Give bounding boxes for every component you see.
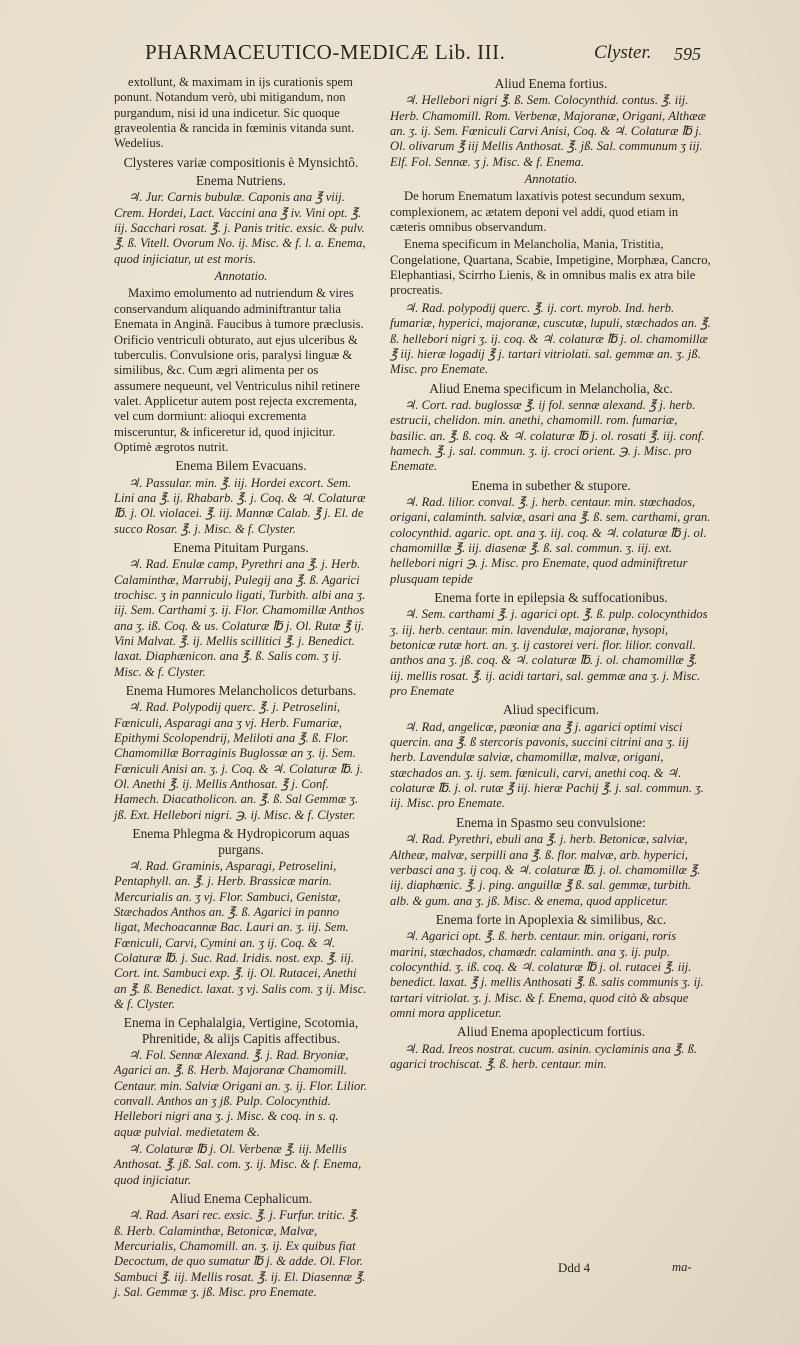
recipe-paragraph: ♃. Passular. min. ℥. iij. Hordei excort. Sem. Lini ana ℥. ij. Rhabarb. ℥. j. Coq. & ♃. Colaturæ ℔. j. Ol. violacei. ℥. iij. Mannæ Calab. ℥ j. El. de succo Rosar. ℥. j. Misc. & f. Clyster. <box>114 475 366 536</box>
annotation-heading: Annotatio. <box>214 269 268 284</box>
recipe-paragraph: ♃. Sem. carthami ℥. j. agarici opt. ℥. ß. pulp. colocynthidos ʒ. iij. herb. centaur. min. lavendulæ, majoranæ, hysopi, betonicæ rutæ hort. an. ʒ. ij castorei veri. flor. lilior. convall. anthos ana ʒ. jß. coq. & ♃. colaturæ ℔. j. ol. chamomillæ ℥. iij. mellis rosat. ℥. ij. acidi tartari, sal. gemmæ ana ʒ. j. Misc. pro Enemate <box>390 607 708 699</box>
page-number: 595 <box>674 44 701 64</box>
section-heading: Aliud Enema apoplecticum fortius. <box>456 1024 646 1040</box>
page-header <box>0 40 800 70</box>
section-heading: Enema in Spasmo seu convulsione: <box>456 814 646 830</box>
recipe-paragraph: ♃. Rad. Ireos nostrat. cucum. asinin. cyclaminis ana ℥. ß. agarici trochiscat. ℥. ß. herb. centaur. min. <box>390 1041 698 1071</box>
section-heading: Aliud specificum. <box>503 702 599 718</box>
section-heading: Enema in subether & stupore. <box>471 477 631 493</box>
catchword: ma- <box>672 1260 692 1274</box>
section-heading: Aliud Enema Cephalicum. <box>169 1191 313 1207</box>
right-column <box>390 73 712 1072</box>
recipe-paragraph: ♃. Rad. Enulæ camp, Pyrethri ana ℥. j. Herb. Calaminthæ, Marrubij, Pulegij ana ℥. ß. Agarici trochisc. ʒ in panniculo ligati, Turbith. albi ana ʒ. iij. Sem. Carthami ʒ. ij. Flor. Chamomillæ Anthos ana ʒ. iß. Coq. & us. Colaturæ ℔ j. Ol. Rutæ ℥ ij. Vini Malvat. ℥. ij. Mellis scillitici ℥. j. Benedict. laxat. Diaphænicon. ana ℥. ß. Salis com. ʒ ij. Misc. & f. Clyster. <box>114 557 366 679</box>
body-paragraph: De horum Enematum laxativis potest secundum sexum, complexionem, ac ætatem deponi vel addi, quod etiam in cæteris omnibus observandum. <box>390 189 685 235</box>
body-paragraph: Enema specificum in Melancholia, Mania, Tristitia, Congelatione, Quartana, Scabie, Impetigine, Morphæa, Cancro, Elephantiasi, Scirrho Lienis, & in omnibus malis ex atra bile procreatis. <box>390 237 711 298</box>
recipe-paragraph: ♃. Fol. Sennæ Alexand. ℥. j. Rad. Bryoniæ, Agarici an. ℥. ß. Herb. Majoranæ Chamomill. Centaur. min. Salviæ Origani an. ʒ. ij. Flor. Lilior. convall. Anthos an ʒ jß. Pulp. Colocynthid. Hellebori nigri ana ʒ. j. Misc. & coq. in s. q. aquæ pulvial. medietatem &. <box>114 1047 367 1139</box>
section-heading: Enema Bilem Evacuans. <box>175 458 307 474</box>
section-name: Clyster. <box>594 42 652 63</box>
section-heading: Enema forte in Apoplexia & similibus, &c. <box>435 911 667 927</box>
recipe-paragraph: ♃. Hellebori nigri ℥. ß. Sem. Colocynthid. contus. ℥. iij. Herb. Chamomill. Rom. Verbenæ, Majoranæ, Origani, Althææ an. ʒ. ij. Sem. Fœniculi Carvi Anisi, Coq. & ♃. Colaturæ ℔ j. Ol. olivarum ℥ iij Mellis Anthosat. ℥. jß. Sal. communum ʒ iij. Elf. Fol. Sennæ. ʒ j. Misc. & f. Enema. <box>390 93 707 169</box>
section-heading: Enema Phlegma & Hydropicorum aquas purgans. <box>132 826 350 857</box>
body-paragraph: extollunt, & maximam in ijs curationis spem ponunt. Notandum verò, ubi mitigandum, non purgandum, nisi id una indicetur. Sic quoque graveolentia & rancida in fœminis vitanda sunt. Wedelius. <box>114 75 355 151</box>
recipe-paragraph: ♃. Colaturæ ℔ j. Ol. Verbenæ ℥. iij. Mellis Anthosat. ℥. jß. Sal. com. ʒ. ij. Misc. & f. Enema, quod injiciatur. <box>114 1142 362 1187</box>
recipe-paragraph: ♃. Jur. Carnis bubulæ. Caponis ana ℥ viij. Crem. Hordei, Lact. Vaccini ana ℥ iv. Vini opt. ℥. iij. Sacchari rosat. ℥. j. Panis tritic. exsic. & pulv. ℥. ß. Vitell. Ovorum No. ij. Misc. & f. l. a. Enema, quod injiciatur, ut est moris. <box>114 190 366 266</box>
section-heading: Clysteres variæ compositionis è Mynsichtô. <box>123 154 359 170</box>
signature-mark: Ddd 4 <box>558 1260 591 1275</box>
section-heading: Enema Nutriens. <box>196 173 286 189</box>
annotation-heading: Annotatio. <box>524 172 578 187</box>
recipe-paragraph: ♃. Rad. polypodij querc. ℥. ij. cort. myrob. Ind. herb. fumariæ, hyperici, majoranæ, cuscutæ, lupuli, stæchados an. ℥. ß. hellebori nigri ʒ. ij. coq. & ♃. colaturæ ℔ j. ol. chamomillæ ℥ iij. hieræ logadij ℥ j. tartari vitriolati. sal. gemmæ an. ʒ. jß. Misc. pro Enemate. <box>390 300 711 377</box>
recipe-paragraph: ♃. Rad. lilior. conval. ℥. j. herb. centaur. min. stœchados, origani, calaminth. salviæ, asari ana ℥. ß. sem. carthami, gran. colocynthid. agaric. opt. ana ʒ. iij. coq. & ♃. colaturæ ℔ j. ol. chamomillæ ℥. iij. diasenæ ℥. ß. sal. commun. ʒ. iij. ext. hellebori nigri ℈. j. Misc. pro Enemate, quod adminiftretur plusquam tepide <box>390 494 711 586</box>
recipe-paragraph: ♃. Rad, angelicæ, pæoniæ ana ℥ j. agarici optimi visci quercin. ana ℥. ß stercoris pavonis, succini citrini ana ʒ. iij herb. Lavendulæ salviæ, chamomillæ, malvæ, origani, stæchados an. ʒ. ij. sem. fœniculi, carvi, anethi coq. & ♃. colaturæ ℔. j. ol. rutæ ℥ iij. hieræ Pachij ℥. j. sal. commun. ʒ. iij. Misc. pro Enemate. <box>390 719 704 811</box>
section-heading: Enema Pituitam Purgans. <box>173 539 309 555</box>
section-heading: Aliud Enema fortius. <box>494 76 608 91</box>
recipe-paragraph: ♃. Rad. Polypodij querc. ℥. j. Petroselini, Fœniculi, Asparagi ana ʒ vj. Herb. Fumariæ, Epithymi Scolopendrij, Meliloti ana ℥. ß. Flor. Chamomillæ Borraginis Buglossæ an ʒ. ij. Sem. Fœniculi Anisi an. ʒ. j. Coq. & ♃. Colaturæ ℔. j. Ol. Anethi ℥. ij. Mellis Anthosat. ℥ j. Conf. Hamech. Diacatholicon. an. ℥. ß. Sal Gemmæ ʒ. jß. Ext. Hellebori nigri. ℈. ij. Misc. & f. Clyster. <box>114 700 364 822</box>
recipe-paragraph: ♃. Rad. Graminis, Asparagi, Petroselini, Pentaphyll. an. ℥. j. Herb. Brassicæ marin. Mercurialis an. ʒ vj. Flor. Sambuci, Genistæ, Stæchados Anthos an. ℥. ß. Agarici in panno ligat, Mechoacannæ Bac. Lauri an. ʒ. iij. Sem. Fœniculi, Carvi, Cymini an. ʒ ij. Coq. & ♃. Colaturæ ℔. j. Suc. Rad. Iridis. nost. exp. ℥. iij. Cort. int. Sambuci exp. ℥. ij. Ol. Rutacei, Anethi an ℥. ß. Benedict. laxat. ʒ vj. Salis com. ʒ ij. Misc. & f. Clyster. <box>114 858 367 1011</box>
section-heading: Aliud Enema specificum in Melancholia, &c. <box>429 380 673 396</box>
running-head: PHARMACEUTICO-MEDICÆ Lib. III. <box>145 40 506 64</box>
section-heading: Enema in Cephalalgia, Vertigine, Scotomia, Phrenitide, & alijs Capitis affectibus. <box>123 1015 359 1046</box>
section-heading: Enema forte in epilepsia & suffocationibus. <box>434 590 668 605</box>
recipe-paragraph: ♃. Agarici opt. ℥. ß. herb. centaur. min. origani, roris marini, stæchados, chamædr. calaminth. ana ʒ. ij. pulp. colocynthid. ʒ. iß. coq. & ♃. colaturæ ℔ j. ol. rutacei ℥. iij. benedict. laxat. ℥ j. mellis Anthosati ℥. ß. salis communis ʒ. ij. tartari vitriolat. ʒ. j. Misc. & f. Enema, quod citò & absque omni mora applicetur. <box>390 929 704 1020</box>
left-column <box>114 73 368 1300</box>
recipe-paragraph: ♃. Rad. Pyrethri, ebuli ana ℥. j. herb. Betonicæ, salviæ, Altheæ, malvæ, serpilli ana ℥. ß. flor. malvæ, arb. hyperici, verbasci ana ʒ. ij coq. & ♃. colaturæ ℔. j. ol. chamomillæ ℥. iij. diaphœnic. ℥. j. ping. anguillæ ℥ ß. sal. gemmæ, turbith. alb. & gum. ana ʒ. jß. Misc. & enema, quod applicetur. <box>390 832 701 908</box>
recipe-paragraph: ♃. Rad. Asari rec. exsic. ℥. j. Furfur. tritic. ℥. ß. Herb. Calaminthæ, Betonicæ, Malvæ, Mercurialis, Chamomill. an. ʒ. ij. Ex quibus fiat Decoctum, de quo sumatur ℔ j. & adde. Ol. Flor. Sambuci ℥. iij. Mellis rosat. ℥. ij. El. Diasennæ ℥. j. Sal. Gemmæ ʒ. jß. Misc. pro Enemate. <box>114 1208 366 1300</box>
recipe-paragraph: ♃. Cort. rad. buglossæ ℥. ij fol. sennæ alexand. ℥ j. herb. estrucii, chelidon. min. anethi, chamomill. rom. fumariæ, basilic. an. ℥. ß. coq. & ♃. colaturæ ℔ j. ol. rosati ℥. iij. conf. hamech. ℥. j. sal. commun. ʒ. ij. croci orient. ℈. j. Misc. pro Enemate. <box>390 397 705 474</box>
body-paragraph: Maximo emolumento ad nutriendum & vires conservandum aliquando adminiftrantur talia Enemata in Anginâ. Faucibus à tumore præclusis. Orificio ventriculi obturato, aut ejus ulceribus & tuberculis. Convulsione oris, paralysi linguæ & similibus, &c. Cum ægri alimenta per os assumere nequeunt, vel Ventriculus nihil retinere valet. Applicetur autem post rejecta excrementa, vel cum dormiunt: alioqui excrementa misceruntur, & inficeretur id, quod injicitur. Optimè ægrotos nutrit. <box>114 286 364 454</box>
section-heading: Enema Humores Melancholicos deturbans. <box>125 683 357 699</box>
